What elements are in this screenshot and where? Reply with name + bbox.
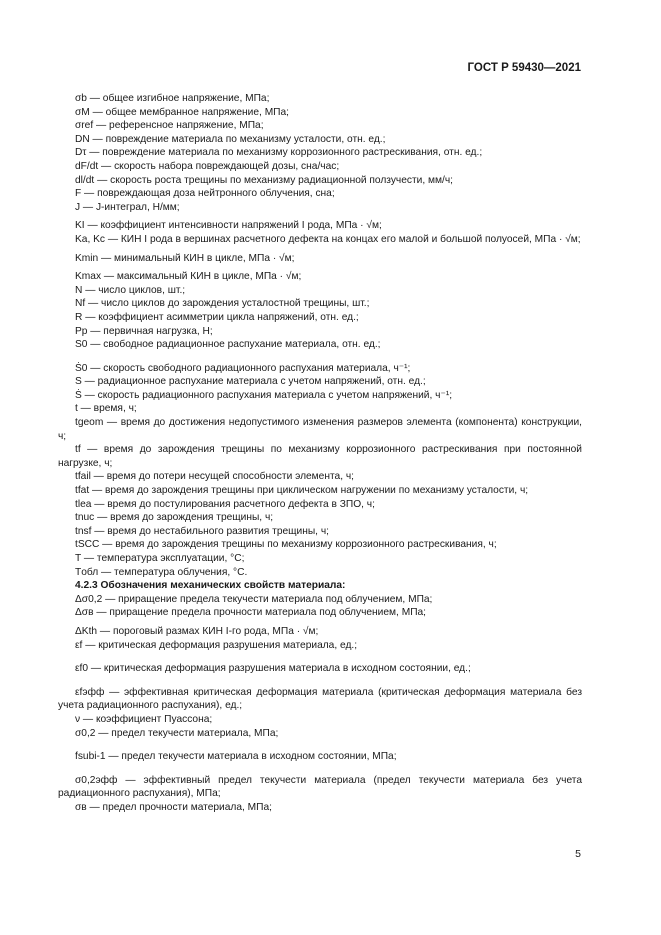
list-item: εf — критическая деформация разрушения материала, ед.;	[75, 639, 358, 651]
list-item: Δσ0,2 — приращение предела текучести материала под облучением, МПа;	[75, 593, 433, 605]
list-item: Kmin — минимальный КИН в цикле, МПа · √м;	[75, 252, 295, 264]
list-item: Nf — число циклов до зарождения усталостной трещины, шт.;	[75, 298, 370, 310]
list-item: Kmax — максимальный КИН в цикле, МПа · √м;	[75, 271, 302, 283]
list-item: Ṡ — скорость радиационного распухания материала с учетом напряжений, ч⁻¹;	[75, 389, 453, 401]
list-item: σb — общее изгибное напряжение, МПа;	[75, 93, 270, 104]
list-item: σ0,2 — предел текучести материала, МПа;	[75, 727, 279, 739]
list-item: ν — коэффициент Пуассона;	[75, 713, 213, 725]
list-item: DN — повреждение материала по механизму усталости, отн. ед.;	[75, 133, 386, 145]
list-item: dl/dt — скорость роста трещины по механизму радиационной ползучести, мм/ч;	[75, 174, 453, 186]
list-item: tfat — время до зарождения трещины при циклическом нагружении по механизму усталости, ч;	[75, 485, 529, 497]
list-item: S0 — свободное радиационное распухание материала, отн. ед.;	[75, 339, 381, 351]
section-heading: 4.2.3 Обозначения механических свойств материала:	[75, 580, 346, 592]
document-header: ГОСТ Р 59430—2021	[467, 62, 581, 74]
list-item: fsubi-1 — предел текучести материала в исходном состоянии, МПа;	[75, 751, 397, 763]
list-item: tnuc — время до зарождения трещины, ч;	[75, 512, 274, 524]
list-item: εf0 — критическая деформация разрушения материала в исходном состоянии, ед.;	[75, 663, 471, 675]
list-item: tnsf — время до нестабильного развития трещины, ч;	[75, 525, 329, 537]
list-item: tgeom — время до достижения недопустимого изменения размеров элемента (компонента) конструкции, ч;	[58, 417, 582, 442]
list-item: tlea — время до постулирования расчетного дефекта в ЗПО, ч;	[75, 498, 375, 510]
list-item: Ṡ0 — скорость свободного радиационного распухания материала, ч⁻¹;	[75, 362, 411, 374]
list-item: εfэфф — эффективная критическая деформация материала (критическая деформация материала без учета радиационного распухания), ед.;	[58, 686, 582, 712]
list-item: σ0,2эфф — эффективный предел текучести материала (предел текучести материала без учета радиационного распухания), МПа;	[58, 774, 582, 800]
list-item: σM — общее мембранное напряжение, МПа;	[75, 106, 289, 118]
symbols-list	[58, 92, 582, 815]
list-item: ΔKth — пороговый размах КИН I-го рода, МПа · √м;	[75, 625, 319, 637]
list-item: tfail — время до потери несущей способности элемента, ч;	[75, 471, 354, 483]
list-item: Dτ — повреждение материала по механизму коррозионного растрескивания, отн. ед.;	[75, 147, 483, 159]
list-item: R — коэффициент асимметрии цикла напряжений, отн. ед.;	[75, 311, 359, 323]
list-item: Ka, Kc — КИН I рода в вершинах расчетного дефекта на концах его малой и большой полуосей, МПа · √м;	[75, 233, 581, 245]
list-item: t — время, ч;	[75, 403, 137, 415]
list-item: KI — коэффициент интенсивности напряжений I рода, МПа · √м;	[75, 220, 382, 232]
list-item: tf — время до зарождения трещины по механизму коррозионного растрескивания при постоянной нагрузке, ч;	[58, 444, 582, 469]
list-item: dF/dt — скорость набора повреждающей дозы, сна/час;	[75, 160, 340, 172]
list-item: S — радиационное распухание материала с учетом напряжений, отн. ед.;	[75, 376, 426, 388]
list-item: F — повреждающая доза нейтронного облучения, сна;	[75, 188, 335, 200]
list-item: σref — референсное напряжение, МПа;	[75, 120, 264, 132]
list-item: tSCC — время до зарождения трещины по механизму коррозионного растрескивания, ч;	[75, 539, 497, 551]
list-item: σв — предел прочности материала, МПа;	[75, 801, 272, 813]
page-number: 5	[575, 848, 581, 860]
list-item: T — температура эксплуатации, °С;	[75, 553, 245, 564]
list-item: Tобл — температура облучения, °С.	[75, 566, 248, 578]
list-item: Δσв — приращение предела прочности материала под облучением, МПа;	[75, 607, 427, 619]
list-item: Pp — первичная нагрузка, Н;	[75, 325, 213, 337]
list-item: N — число циклов, шт.;	[75, 284, 186, 296]
list-item: J — J-интеграл, Н/мм;	[75, 201, 180, 213]
